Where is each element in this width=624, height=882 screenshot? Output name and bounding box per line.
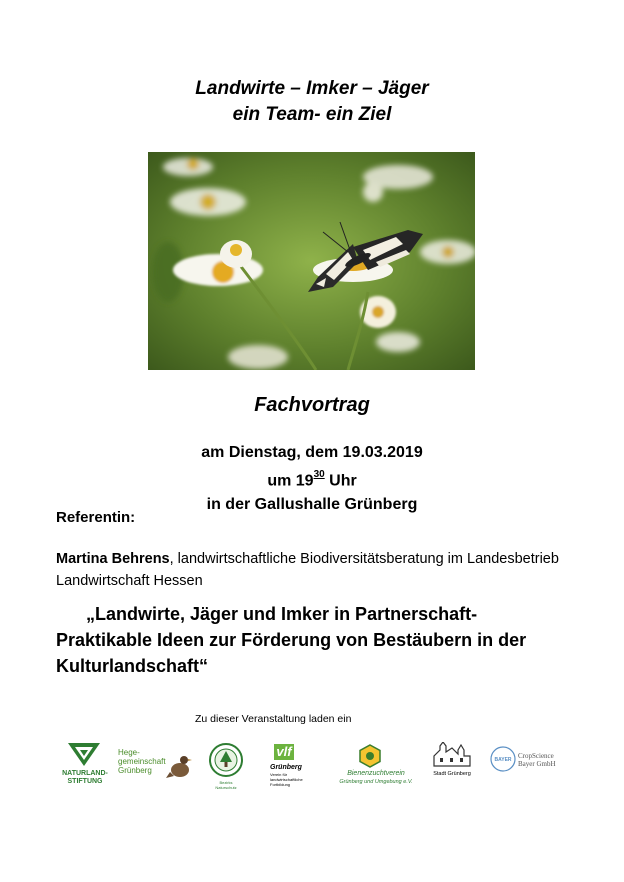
talk-title: „Landwirte, Jäger und Imker in Partnerschaft- Praktikable Ideen zur Förderung von Bestäubern in der Kulturlandschaft“ <box>56 604 527 676</box>
headline-line-2: ein Team- ein Ziel <box>232 104 392 125</box>
headline-line-1: Landwirte – Imker – Jäger <box>195 78 429 99</box>
naturland-logo: NATURLAND- STIFTUNG <box>64 740 104 773</box>
stadt-gruenberg-logo: Stadt Grünberg <box>432 742 472 773</box>
butterfly-photo <box>148 152 475 370</box>
bezirks-logo: Bezirks Naturschutz <box>208 742 244 783</box>
bayer-cross-icon <box>490 746 516 772</box>
sponsor-logos: NATURLAND- STIFTUNG Hege- gemeinschaft Grünberg Bezirks Naturschutz vlf Grünberg Verein für landwirtschaftliche Fortbildung Bienenzuchtverein Grünberg und Umgebung e.V. Stadt Grünberg BAYER CropScience Bayer GmbH <box>56 740 576 800</box>
event-date: am Dienstag, dem 19.03.2019 <box>201 444 423 461</box>
svg-text:BAYER: BAYER <box>494 757 512 763</box>
event-type: Fachvortrag <box>254 394 370 416</box>
speaker-label: Referentin: <box>56 509 136 526</box>
event-time-minutes: 30 <box>313 469 325 480</box>
bayer-cropscience-logo: BAYER CropScience Bayer GmbH <box>490 746 570 777</box>
event-location: in der Gallushalle Grünberg <box>206 496 418 514</box>
pheasant-icon <box>166 750 194 780</box>
speaker-name: Martina Behrens <box>56 551 170 567</box>
speaker-description <box>56 548 576 592</box>
event-details <box>0 441 624 517</box>
invite-text: Zu dieser Veranstaltung laden ein <box>195 713 352 725</box>
honeycomb-icon <box>358 744 382 768</box>
speaker-role: , landwirtschaftliche Biodiversitätsberatung im Landesbetrieb Landwirtschaft Hessen <box>56 551 559 589</box>
event-time: um $19^{30}$ Uhr <box>267 469 357 490</box>
